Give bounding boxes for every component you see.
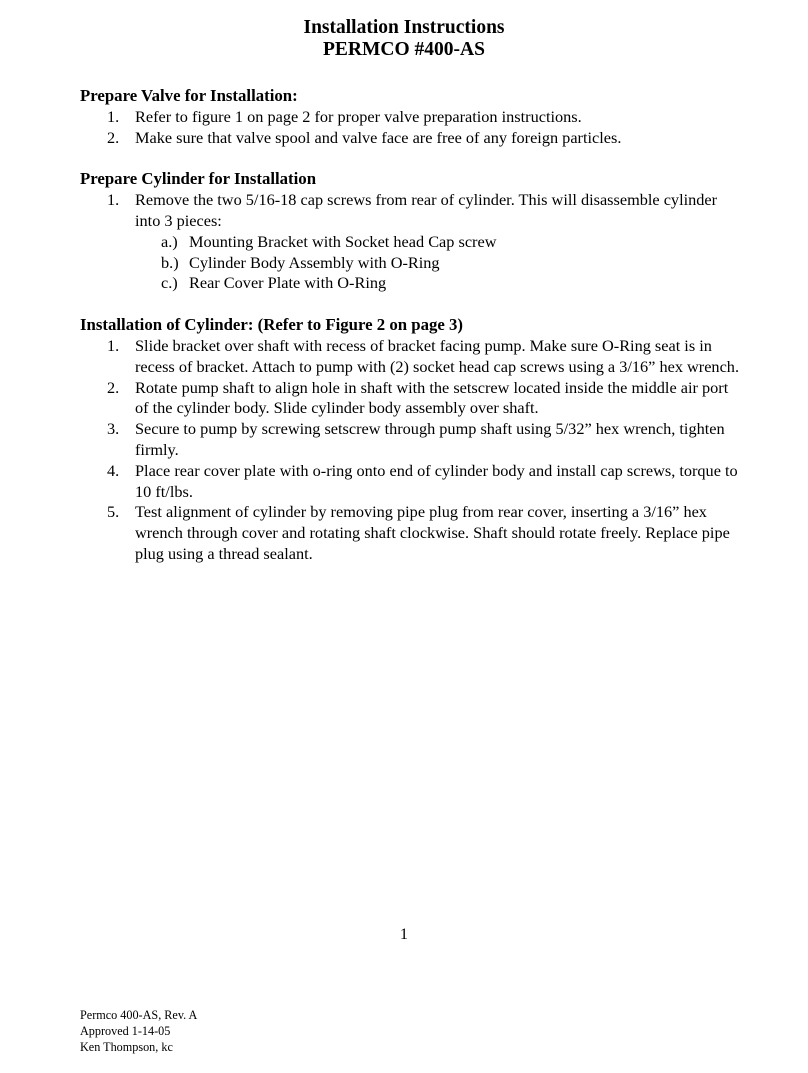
step-text: Secure to pump by screwing setscrew through pump shaft using 5/32” hex wrench, tighten firmly. [135,419,725,459]
footer-approved-date: Approved 1-14-05 [80,1024,171,1038]
step-number: 1. [107,106,120,126]
section-installation-of-cylinder [80,315,740,565]
step-number: 1. [107,335,120,355]
substep-text: Rear Cover Plate with O-Ring [189,273,387,293]
step-number: 5. [107,502,120,522]
substep-letter: c.) [161,273,178,293]
step-list [80,190,740,294]
substep-list [135,232,740,294]
step-text: Remove the two 5/16-18 cap screws from rear of cylinder. This will disassemble cylinder into 3 pieces: [135,190,718,230]
step-number: 2. [107,127,120,147]
step-text: Make sure that valve spool and valve face are free of any foreign particles. [135,127,622,147]
step-text: Rotate pump shaft to align hole in shaft with the setscrew located inside the middle air port of the cylinder body. Slide cylinder body assembly over shaft. [135,377,729,418]
list-item [80,461,740,503]
section-heading: Prepare Cylinder for Installation [80,169,317,189]
list-item [80,336,740,378]
page-number: 1 [399,924,409,943]
footer [80,1007,197,1055]
footer-revision: Permco 400-AS, Rev. A [80,1008,198,1022]
section-heading: Installation of Cylinder: (Refer to Figure 2 on page 3) [80,315,463,335]
section-heading: Prepare Valve for Installation: [80,86,298,105]
substep-text: Cylinder Body Assembly with O-Ring [189,252,440,272]
step-number: 2. [107,377,120,397]
step-list [80,336,740,565]
list-item [80,128,740,149]
title-line-1: Installation Instructions [303,17,505,38]
step-text: Refer to figure 1 on page 2 for proper valve preparation instructions. [135,106,582,126]
title-line-2: PERMCO #400-AS [323,39,485,60]
section-prepare-valve [80,86,740,148]
substep-letter: a.) [161,231,178,251]
list-item [80,378,740,420]
list-item [135,232,740,253]
document-body [80,86,740,586]
substep-letter: b.) [161,252,179,272]
substep-text: Mounting Bracket with Socket head Cap screw [189,231,497,251]
step-number: 1. [107,190,120,210]
step-text: Slide bracket over shaft with recess of bracket facing pump. Make sure O-Ring seat is in recess of bracket. Attach to pump with (2) socket head cap screws using a 3/16” hex wrench. [135,335,740,376]
list-item [80,107,740,128]
list-item [80,190,740,294]
document-title [0,17,808,61]
step-text: Test alignment of cylinder by removing pipe plug from rear cover, inserting a 3/16” hex wrench through cover and rotating shaft clockwise. Shaft should rotate freely. Replace pipe plug using a thread sealant. [135,502,730,563]
step-text: Place rear cover plate with o-ring onto end of cylinder body and install cap screws, torque to 10 ft/lbs. [135,460,738,501]
step-number: 3. [107,419,120,439]
list-item [80,502,740,564]
list-item [135,273,740,294]
section-prepare-cylinder [80,169,740,294]
footer-author: Ken Thompson, kc [80,1040,173,1054]
list-item [135,253,740,274]
step-number: 4. [107,460,120,480]
list-item [80,419,740,461]
step-list [80,107,740,149]
